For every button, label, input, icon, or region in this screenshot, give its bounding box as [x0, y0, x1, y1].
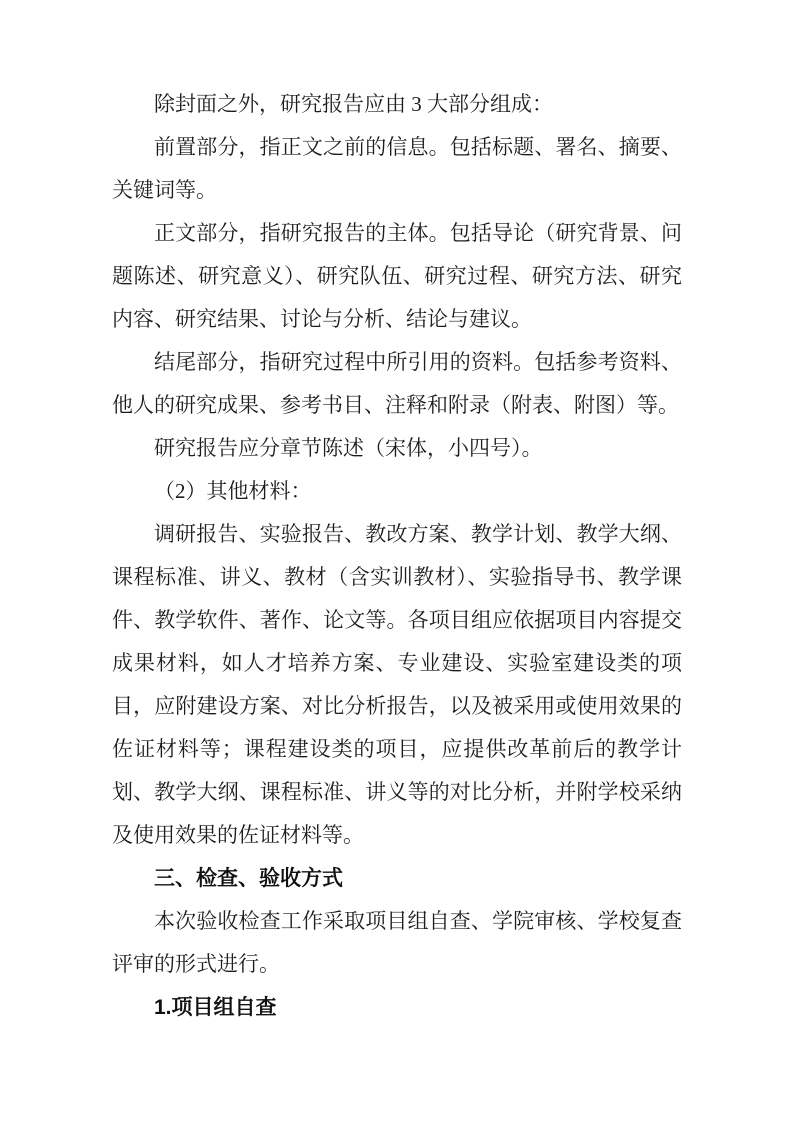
section-heading-inspection: 三、检查、验收方式: [154, 867, 343, 890]
paragraph-other-materials: （2）其他材料：: [154, 479, 312, 503]
paragraph-report-3-parts: 除封面之外，研究报告应由 3 大部分组成：: [154, 92, 553, 116]
document-body-text: [112, 83, 682, 1029]
paragraph-front-matter: 前置部分，指正文之前的信息。包括标题、署名、摘要、关键词等。: [112, 135, 682, 202]
paragraph-inspection-process: 本次验收检查工作采取项目组自查、学院审核、学校复查评审的形式进行。: [112, 909, 682, 976]
paragraph-chapter-format: 研究报告应分章节陈述（宋体，小四号）。: [154, 436, 543, 460]
paragraph-end-matter: 结尾部分，指研究过程中所引用的资料。包括参考资料、他人的研究成果、参考书目、注释和附录（附表、附图）等。: [112, 350, 682, 417]
subsection-heading-self-check: 1.项目组自查: [154, 996, 277, 1019]
paragraph-materials-detail: 调研报告、实验报告、教改方案、教学计划、教学大纲、课程标准、讲义、教材（含实训教材）、实验指导书、教学课件、教学软件、著作、论文等。各项目组应依据项目内容提交成果材料，如人才培养方案、专业建设、实验室建设类的项目，应附建设方案、对比分析报告，以及被采用或使用效果的佐证材料等；课程建设类的项目，应提供改革前后的教学计划、教学大纲、课程标准、讲义等的对比分析，并附学校采纳及使用效果的佐证材料等。: [112, 522, 682, 847]
paragraph-main-body: 正文部分，指研究报告的主体。包括导论（研究背景、问题陈述、研究意义）、研究队伍、研究过程、研究方法、研究内容、研究结果、讨论与分析、结论与建议。: [112, 221, 682, 331]
